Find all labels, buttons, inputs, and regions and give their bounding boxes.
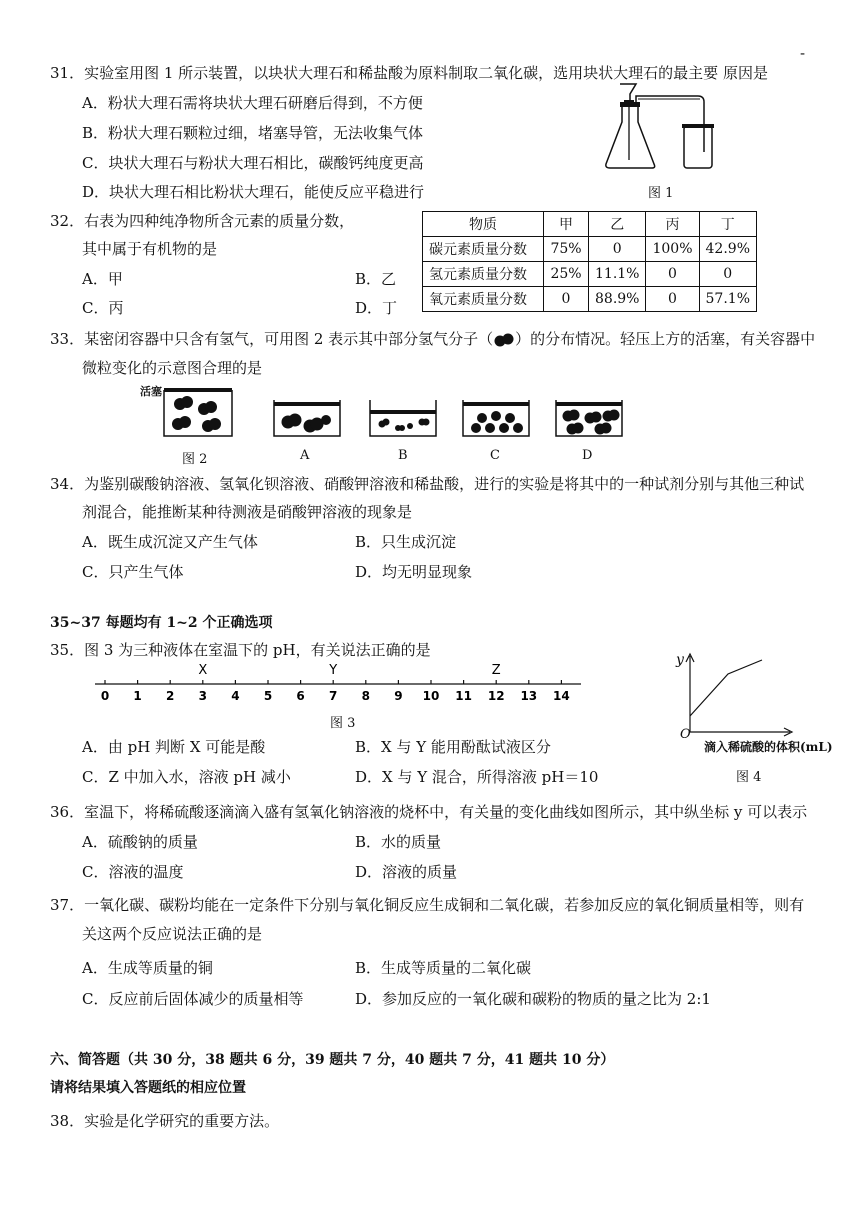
fig3-caption: 图 3 (330, 716, 356, 731)
q32-option-a: A．甲 (82, 270, 123, 288)
q35-option-a: A．由 pH 判断 X 可能是酸 (82, 738, 266, 756)
option-b-caption: B (398, 448, 408, 463)
table-cell: 0 (646, 262, 699, 287)
container-fig2 (164, 388, 232, 436)
q36-option-d: D．溶液的质量 (355, 863, 458, 881)
fig1-caption: 图 1 (648, 186, 674, 201)
q34-stem-line2: 剂混合，能推断某种待测液是硝酸钾溶液的现象是 (82, 503, 413, 521)
q37-option-b: B．生成等质量的二氧化碳 (355, 959, 532, 977)
ph-tick-label: 7 (329, 689, 338, 703)
table-cell: 氧元素质量分数 (423, 287, 544, 312)
q32-option-d: D．丁 (355, 299, 398, 317)
table-cell: 碳元素质量分数 (423, 237, 544, 262)
ph-tick-label: 10 (422, 689, 440, 703)
ph-marker-y: Y (329, 663, 338, 678)
ph-tick-label: 12 (487, 689, 505, 703)
ph-tick-label: 8 (361, 689, 370, 703)
h2-molecule-icon (493, 333, 515, 347)
q33-stem-part1: 33．某密闭容器中只含有氢气，可用图 2 表示其中部分氢气分子（ (50, 330, 494, 348)
q35-option-b: B．X 与 Y 能用酚酞试液区分 (355, 738, 551, 756)
element-mass-table (422, 211, 757, 312)
option-c-caption: C (490, 448, 500, 463)
table-cell: 42.9% (699, 237, 756, 262)
table-cell: 75% (544, 237, 589, 262)
table-header-cell: 物质 (423, 212, 544, 237)
ph-tick-label: 13 (520, 689, 538, 703)
q36-stem: 36．室温下，将稀硫酸逐滴滴入盛有氢氧化钠溶液的烧杯中，有关量的变化曲线如图所示，其中纵坐标 y 可以表示 (50, 803, 808, 821)
section-note: 35~37 每题均有 1~2 个正确选项 (50, 615, 273, 631)
table-row (423, 287, 757, 312)
q37-stem-line2: 关这两个反应说法正确的是 (82, 925, 263, 943)
fig2-containers (160, 382, 630, 440)
q34-option-c: C．只产生气体 (82, 563, 184, 581)
q35-option-d: D．X 与 Y 混合，所得溶液 pH＝10 (355, 768, 599, 786)
ph-scale (95, 660, 585, 706)
table-cell: 0 (544, 287, 589, 312)
table-cell: 11.1% (589, 262, 646, 287)
option-d-caption: D (582, 448, 593, 463)
q37-option-a: A．生成等质量的铜 (82, 959, 213, 977)
container-d (556, 400, 622, 436)
table-header-cell: 乙 (589, 212, 646, 237)
table-header-cell: 甲 (544, 212, 589, 237)
fig4-y-label: y (676, 652, 684, 668)
table-cell: 氢元素质量分数 (423, 262, 544, 287)
page-mark: - (800, 44, 806, 62)
fig4-graph (684, 654, 794, 736)
q33-stem-line2: 微粒变化的示意图合理的是 (82, 359, 263, 377)
ph-tick-label: 1 (133, 689, 142, 703)
q32-stem-line2: 其中属于有机物的是 (82, 240, 218, 258)
option-a-caption: A (300, 448, 310, 463)
q36-option-b: B．水的质量 (355, 833, 442, 851)
ph-marker-x: X (198, 663, 208, 678)
q31-stem: 31．实验室用图 1 所示装置，以块状大理石和稀盐酸为原料制取二氧化碳，选用块状大理石的最主要 原因是 (50, 64, 768, 82)
table-cell: 0 (646, 287, 699, 312)
section6-title: 六、简答题（共 30 分，38 题共 6 分，39 题共 7 分，40 题共 7 分，41 题共 10 分） (50, 1052, 615, 1068)
q35-option-c: C．Z 中加入水，溶液 pH 减小 (82, 768, 291, 786)
section6-note: 请将结果填入答题纸的相应位置 (50, 1080, 246, 1096)
q31-option-b: B．粉状大理石颗粒过细，堵塞导管，无法收集气体 (82, 124, 424, 142)
table-cell: 25% (544, 262, 589, 287)
q34-option-b: B．只生成沉淀 (355, 533, 457, 551)
ph-tick-label: 5 (263, 689, 273, 703)
ph-tick-label: 0 (100, 689, 110, 703)
q33-stem-part2: ）的分布情况。轻压上方的活塞，有关容器中 (515, 330, 816, 348)
q34-option-a: A．既生成沉淀又产生气体 (82, 533, 258, 551)
ph-marker-z: Z (491, 663, 501, 678)
q38-stem: 38．实验是化学研究的重要方法。 (50, 1112, 280, 1130)
q31-option-c: C．块状大理石与粉状大理石相比，碳酸钙纯度更高 (82, 154, 424, 172)
ph-tick-label: 11 (455, 689, 472, 703)
ph-tick-label: 9 (394, 689, 403, 703)
fig1-apparatus (600, 82, 720, 182)
ph-tick-label: 6 (296, 689, 305, 703)
table-header-row (423, 212, 757, 237)
fig4-x-label: 滴入稀硫酸的体积(mL) (704, 740, 833, 754)
fig4-origin-label: O (680, 727, 691, 742)
container-a (274, 400, 340, 436)
q31-option-a: A．粉状大理石需将块状大理石研磨后得到，不方便 (82, 94, 423, 112)
table-cell: 57.1% (699, 287, 756, 312)
table-cell: 100% (646, 237, 699, 262)
ph-tick-label: 2 (166, 689, 175, 703)
table-header-cell: 丁 (699, 212, 756, 237)
q32-stem-line1: 32．右表为四种纯净物所含元素的质量分数， (50, 212, 355, 230)
q32-option-c: C．丙 (82, 299, 124, 317)
ph-tick-label: 4 (231, 689, 240, 703)
q37-stem-line1: 37．一氧化碳、碳粉均能在一定条件下分别与氧化铜反应生成铜和二氧化碳，若参加反应的氧化铜质量相等，则有 (50, 896, 805, 914)
table-header-cell: 丙 (646, 212, 699, 237)
fig4-caption: 图 4 (736, 770, 762, 785)
q33-stem-line1 (50, 328, 815, 349)
table-row (423, 237, 757, 262)
q31-option-d: D．块状大理石相比粉状大理石，能使反应平稳进行 (82, 183, 425, 201)
fig2-caption: 图 2 (182, 452, 208, 467)
table-cell: 0 (589, 237, 646, 262)
q32-option-b: B．乙 (355, 270, 397, 288)
q37-option-c: C．反应前后固体减少的质量相等 (82, 990, 304, 1008)
q34-stem-line1: 34．为鉴别碳酸钠溶液、氢氧化钡溶液、硝酸钾溶液和稀盐酸，进行的实验是将其中的一种试剂分别与其他三种试 (50, 475, 805, 493)
ph-tick-label: 3 (198, 689, 207, 703)
container-b (370, 400, 436, 436)
q37-option-d: D．参加反应的一氧化碳和碳粉的物质的量之比为 2:1 (355, 990, 711, 1008)
table-row (423, 262, 757, 287)
q35-stem: 35．图 3 为三种液体在室温下的 pH，有关说法正确的是 (50, 641, 431, 659)
container-c (463, 400, 529, 436)
piston-label: 活塞 (140, 385, 162, 398)
q36-option-a: A．硫酸钠的质量 (82, 833, 198, 851)
ph-tick-label: 14 (553, 689, 570, 703)
table-cell: 0 (699, 262, 756, 287)
q36-option-c: C．溶液的温度 (82, 863, 184, 881)
q34-option-d: D．均无明显现象 (355, 563, 473, 581)
table-cell: 88.9% (589, 287, 646, 312)
